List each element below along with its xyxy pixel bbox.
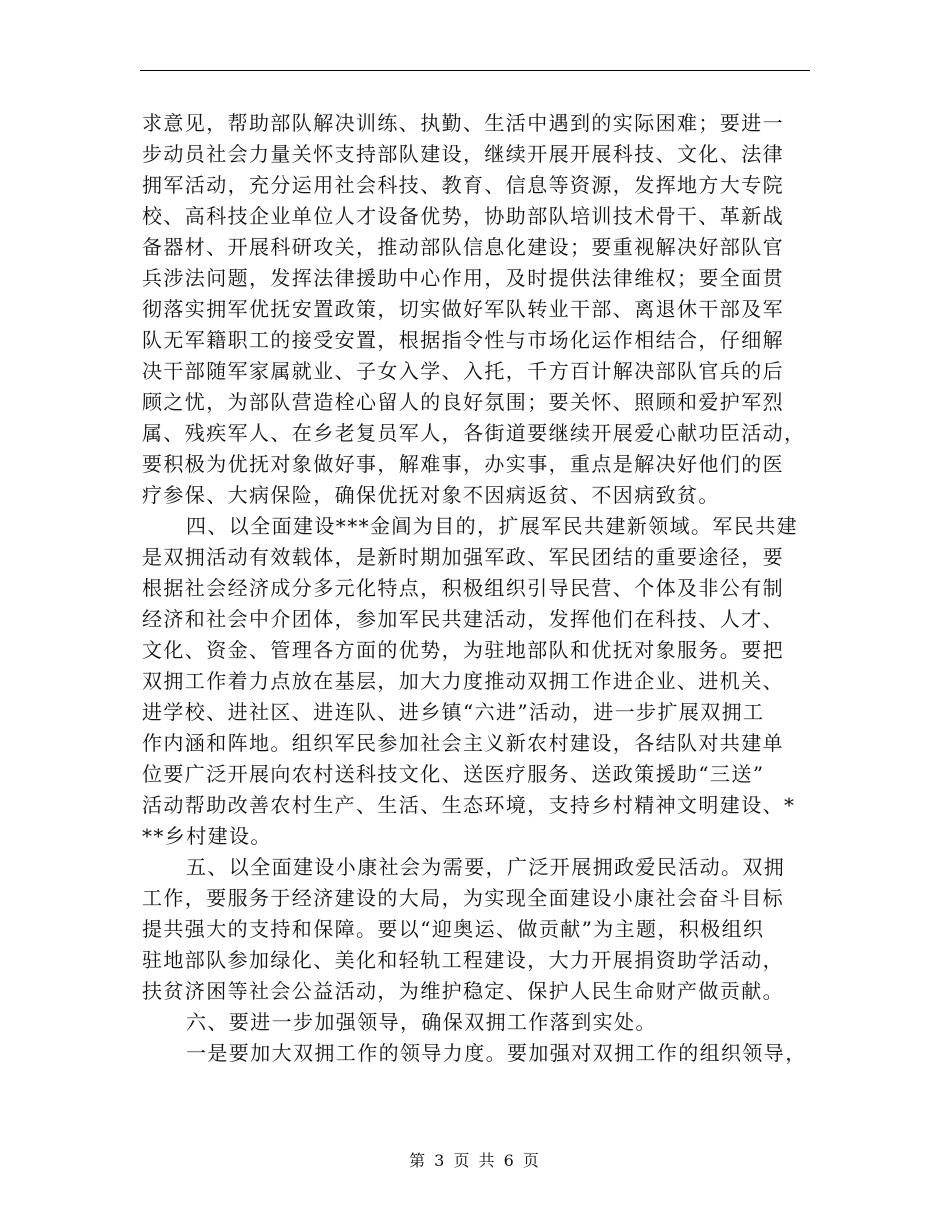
text-line: 扶贫济困等社会公益活动，为维护稳定、保护人民生命财产做贡献。 <box>142 979 784 1003</box>
text-line: 位要广泛开展向农村送科技文化、送医疗服务、送政策援助“三送” <box>142 762 765 786</box>
text-line: 工作，要服务于经济建设的大局，为实现全面建设小康社会奋斗目标 <box>142 886 784 910</box>
page-number: 第 3 页 共 6 页 <box>409 1151 541 1170</box>
text-line: **乡村建设。 <box>142 824 272 848</box>
text-line: 四、以全面建设***金阊为目的，扩展军民共建新领域。军民共建 <box>186 514 798 538</box>
text-line: 拥军活动，充分运用社会科技、教育、信息等资源，发挥地方大专院 <box>142 173 784 197</box>
text-line: 疗参保、大病保险，确保优抚对象不因病返贫、不因病致贫。 <box>142 483 720 507</box>
text-line: 驻地部队参加绿化、美化和轻轨工程建设，大力开展捐资助学活动， <box>142 948 784 972</box>
text-line: 五、以全面建设小康社会为需要，广泛开展拥政爱民活动。双拥 <box>186 855 786 879</box>
text-line: 一是要加大双拥工作的领导力度。要加强对双拥工作的组织领导， <box>186 1041 807 1065</box>
text-line: 属、残疾军人、在乡老复员军人，各街道要继续开展爱心献功臣活动， <box>142 421 806 445</box>
text-line: 兵涉法问题，发挥法律援助中心作用，及时提供法律维权；要全面贯 <box>142 266 784 290</box>
text-line: 文化、资金、管理各方面的优势，为驻地部队和优抚对象服务。要把 <box>142 638 784 662</box>
text-line: 进学校、进社区、进连队、进乡镇“六进”活动，进一步扩展双拥工 <box>142 700 765 724</box>
header-rule <box>140 70 810 71</box>
text-line: 顾之忧，为部队营造栓心留人的良好氛围；要关怀、照顾和爱护军烈 <box>142 390 784 414</box>
text-line: 提共强大的支持和保障。要以“迎奥运、做贡献”为主题，积极组织 <box>142 917 765 941</box>
text-line: 彻落实拥军优抚安置政策，切实做好军队转业干部、离退休干部及军 <box>142 297 784 321</box>
text-line: 要积极为优抚对象做好事，解难事，办实事，重点是解决好他们的医 <box>142 452 784 476</box>
text-line: 活动帮助改善农村生产、生活、生态环境，支持乡村精神文明建设、* <box>142 793 796 817</box>
document-body <box>142 108 812 1069</box>
text-line: 步动员社会力量关怀支持部队建设，继续开展开展科技、文化、法律 <box>142 142 784 166</box>
text-line: 是双拥活动有效载体，是新时期加强军政、军民团结的重要途径，要 <box>142 545 784 569</box>
text-line: 校、高科技企业单位人才设备优势，协助部队培训技术骨干、革新战 <box>142 204 784 228</box>
text-line: 决干部随军家属就业、子女入学、入托，千方百计解决部队官兵的后 <box>142 359 784 383</box>
text-line: 双拥工作着力点放在基层，加大力度推动双拥工作进企业、进机关、 <box>142 669 784 693</box>
text-line: 根据社会经济成分多元化特点，积极组织引导民营、个体及非公有制 <box>142 576 784 600</box>
text-line: 经济和社会中介团体，参加军民共建活动，发挥他们在科技、人才、 <box>142 607 784 631</box>
text-line: 备器材、开展科研攻关，推动部队信息化建设；要重视解决好部队官 <box>142 235 784 259</box>
text-line: 求意见，帮助部队解决训练、执勤、生活中遇到的实际困难；要进一 <box>142 111 784 135</box>
text-line: 队无军籍职工的接受安置，根据指令性与市场化运作相结合，仔细解 <box>142 328 784 352</box>
text-line: 作内涵和阵地。组织军民参加社会主义新农村建设，各结队对共建单 <box>142 731 784 755</box>
text-line: 六、要进一步加强领导，确保双拥工作落到实处。 <box>186 1010 657 1034</box>
